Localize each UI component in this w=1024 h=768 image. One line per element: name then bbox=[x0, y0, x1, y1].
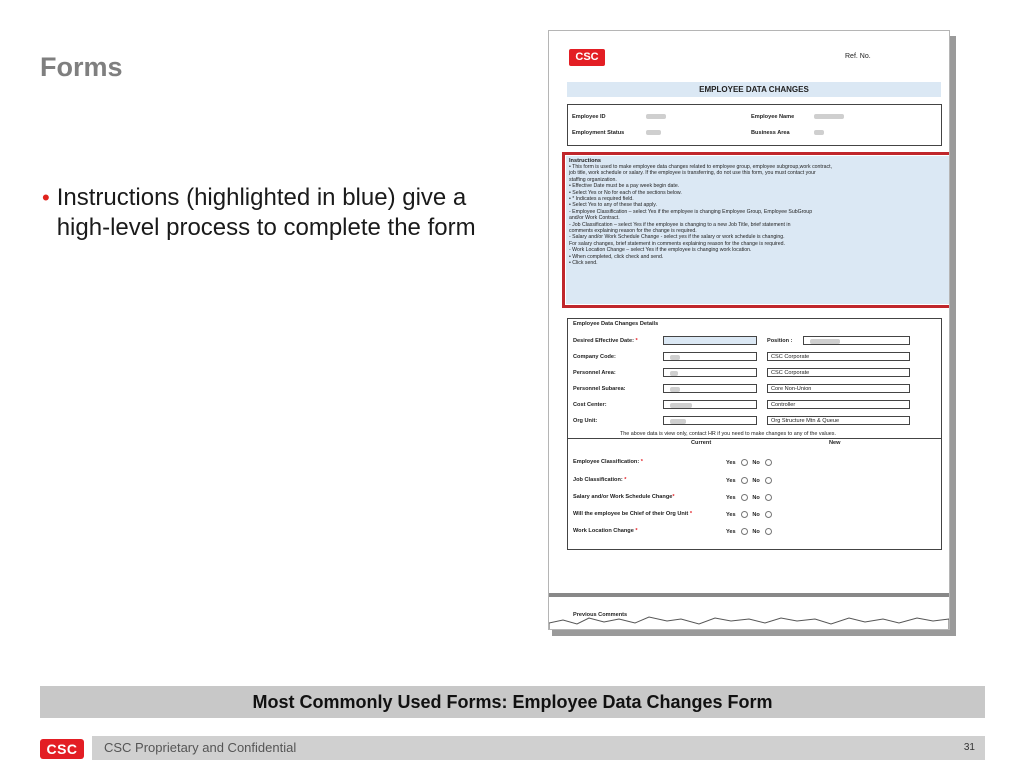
company-code-new: CSC Corporate bbox=[767, 352, 910, 361]
required-marker: * bbox=[635, 338, 638, 344]
personnel-subarea-current bbox=[663, 384, 757, 393]
new-column-label: New bbox=[829, 440, 841, 446]
instruction-line: and/or Work Contract. bbox=[569, 215, 620, 222]
yes-no-group bbox=[726, 459, 772, 466]
required-marker: * bbox=[624, 477, 627, 483]
footer-logo: CSC bbox=[40, 739, 84, 759]
instruction-line: - Employee Classification – select Yes if the employee is changing Employee Group, Employee SubGroup bbox=[569, 208, 813, 215]
caption-bar: Most Commonly Used Forms: Employee Data Changes Form bbox=[40, 686, 985, 718]
yes-no-group bbox=[726, 494, 772, 501]
employee-info-box bbox=[567, 104, 942, 146]
no-radio[interactable] bbox=[765, 528, 772, 535]
personnel-area-current bbox=[663, 368, 757, 377]
instruction-line: For salary changes, brief statement in comments explaining reason for the change is required. bbox=[569, 240, 785, 247]
org-unit-current-value bbox=[670, 419, 686, 424]
previous-comments-label: Previous Comments bbox=[573, 612, 628, 618]
instruction-line: staffing organization. bbox=[569, 176, 617, 183]
no-label: No bbox=[752, 528, 760, 535]
yes-radio[interactable] bbox=[741, 459, 748, 466]
employee-id-label: Employee ID bbox=[572, 114, 606, 120]
bullet-dot-icon: • bbox=[42, 185, 50, 210]
form-screenshot bbox=[548, 30, 950, 630]
personnel-area-current-value bbox=[670, 371, 678, 376]
yes-radio[interactable] bbox=[741, 494, 748, 501]
business-area-label: Business Area bbox=[751, 130, 790, 136]
footer-text: CSC Proprietary and Confidential bbox=[104, 740, 297, 755]
business-area-value bbox=[814, 130, 824, 135]
divider bbox=[568, 438, 941, 439]
cost-center-current-value bbox=[670, 403, 692, 408]
required-marker: * bbox=[640, 459, 643, 465]
no-label: No bbox=[752, 511, 760, 518]
no-radio[interactable] bbox=[765, 459, 772, 466]
yes-no-group bbox=[726, 511, 772, 518]
question-label-wrap bbox=[573, 477, 626, 483]
required-marker: * bbox=[689, 511, 693, 517]
section-divider bbox=[549, 593, 949, 597]
desired-effective-date-input[interactable] bbox=[663, 336, 757, 345]
yes-label: Yes bbox=[726, 459, 736, 466]
instruction-line: • Select Yes or No for each of the sections below. bbox=[569, 189, 682, 196]
details-heading: Employee Data Changes Details bbox=[573, 321, 659, 327]
no-label: No bbox=[752, 477, 760, 484]
org-unit-label: Org Unit: bbox=[573, 418, 598, 424]
question-label: Job Classification: bbox=[573, 477, 623, 483]
required-marker: * bbox=[635, 528, 638, 534]
details-box bbox=[567, 318, 942, 550]
instructions-highlight bbox=[562, 152, 950, 308]
no-radio[interactable] bbox=[765, 494, 772, 501]
instruction-line: • Effective Date must be a pay week begin date. bbox=[569, 183, 680, 190]
instruction-line: - Salary and/or Work Schedule Change - select yes if the salary or work schedule is changing. bbox=[569, 234, 785, 241]
required-marker: * bbox=[672, 494, 675, 500]
yes-label: Yes bbox=[726, 494, 736, 501]
employee-name-value bbox=[814, 114, 844, 119]
footer-bar bbox=[92, 736, 985, 760]
yes-radio[interactable] bbox=[741, 528, 748, 535]
instruction-line: • When completed, click check and send. bbox=[569, 253, 664, 260]
instruction-line: comments explaining reason for the change is required. bbox=[569, 228, 697, 235]
form-logo: CSC bbox=[569, 49, 605, 66]
yes-no-group bbox=[726, 528, 772, 535]
torn-edge bbox=[549, 609, 949, 630]
question-label-wrap bbox=[573, 528, 638, 534]
instruction-line: job title, work schedule or salary. If the employee is transferring, do not use this form, you must contact your bbox=[569, 170, 816, 177]
personnel-area-new: CSC Corporate bbox=[767, 368, 910, 377]
personnel-subarea-new: Core Non-Union bbox=[767, 384, 910, 393]
yes-label: Yes bbox=[726, 528, 736, 535]
cost-center-new: Controller bbox=[767, 400, 910, 409]
bullet-text: Instructions (highlighted in blue) give a high-level process to complete the form bbox=[56, 184, 476, 241]
org-unit-new: Org Structure Mtn & Queue bbox=[767, 416, 910, 425]
form-title: EMPLOYEE DATA CHANGES bbox=[567, 82, 941, 97]
cost-center-current bbox=[663, 400, 757, 409]
question-label: Salary and/or Work Schedule Change bbox=[573, 494, 673, 500]
company-code-current bbox=[663, 352, 757, 361]
yes-radio[interactable] bbox=[741, 511, 748, 518]
instruction-line: • This form is used to make employee data changes related to employee group, employee subgroup,work contract, bbox=[569, 164, 832, 170]
instruction-line: - Job Classification – select Yes if the employee is changing to a new Job Title, brief statement in bbox=[569, 221, 791, 228]
personnel-subarea-label: Personnel Subarea: bbox=[573, 386, 626, 392]
yes-no-group bbox=[726, 477, 772, 484]
ref-no-label: Ref. No. bbox=[845, 53, 871, 60]
no-radio[interactable] bbox=[765, 477, 772, 484]
position-label: Position : bbox=[767, 338, 793, 344]
question-label-wrap bbox=[573, 511, 692, 517]
yes-label: Yes bbox=[726, 511, 736, 518]
no-label: No bbox=[752, 459, 760, 466]
no-radio[interactable] bbox=[765, 511, 772, 518]
question-label: Work Location Change bbox=[573, 528, 634, 534]
desired-effective-date-label bbox=[573, 338, 638, 344]
employment-status-value bbox=[646, 130, 661, 135]
bullet-point bbox=[42, 183, 482, 243]
yes-radio[interactable] bbox=[741, 477, 748, 484]
position-field bbox=[803, 336, 910, 345]
employment-status-label: Employment Status bbox=[572, 130, 625, 136]
question-label-wrap bbox=[573, 459, 643, 465]
question-label: Will the employee be Chief of their Org Unit bbox=[573, 511, 689, 517]
instruction-line: • Select Yes to any of these that apply. bbox=[569, 202, 657, 209]
instruction-line: - Work Location Change – select Yes if the employee is changing work location. bbox=[569, 247, 752, 254]
employee-id-value bbox=[646, 114, 666, 119]
personnel-subarea-current-value bbox=[670, 387, 680, 392]
question-label-wrap bbox=[573, 494, 675, 500]
no-label: No bbox=[752, 494, 760, 501]
view-only-note: The above data is view only, contact HR if you need to make changes to any of the values. bbox=[620, 431, 836, 437]
position-value bbox=[810, 339, 840, 344]
yes-label: Yes bbox=[726, 477, 736, 484]
cost-center-label: Cost Center: bbox=[573, 402, 607, 408]
employee-name-label: Employee Name bbox=[751, 114, 795, 120]
desired-effective-date-text: Desired Effective Date: bbox=[573, 338, 634, 344]
company-code-current-value bbox=[670, 355, 680, 360]
current-column-label: Current bbox=[691, 440, 712, 446]
slide-title: Forms bbox=[40, 52, 123, 82]
personnel-area-label: Personnel Area: bbox=[573, 370, 616, 376]
instructions-heading: Instructions bbox=[569, 158, 602, 164]
instruction-line: • * Indicates a required field. bbox=[569, 196, 634, 203]
page-number: 31 bbox=[963, 742, 975, 753]
company-code-label: Company Code: bbox=[573, 354, 616, 360]
instruction-line: • Click send. bbox=[569, 260, 598, 267]
org-unit-current bbox=[663, 416, 757, 425]
instructions-box bbox=[566, 156, 949, 304]
question-label: Employee Classification: bbox=[573, 459, 640, 465]
